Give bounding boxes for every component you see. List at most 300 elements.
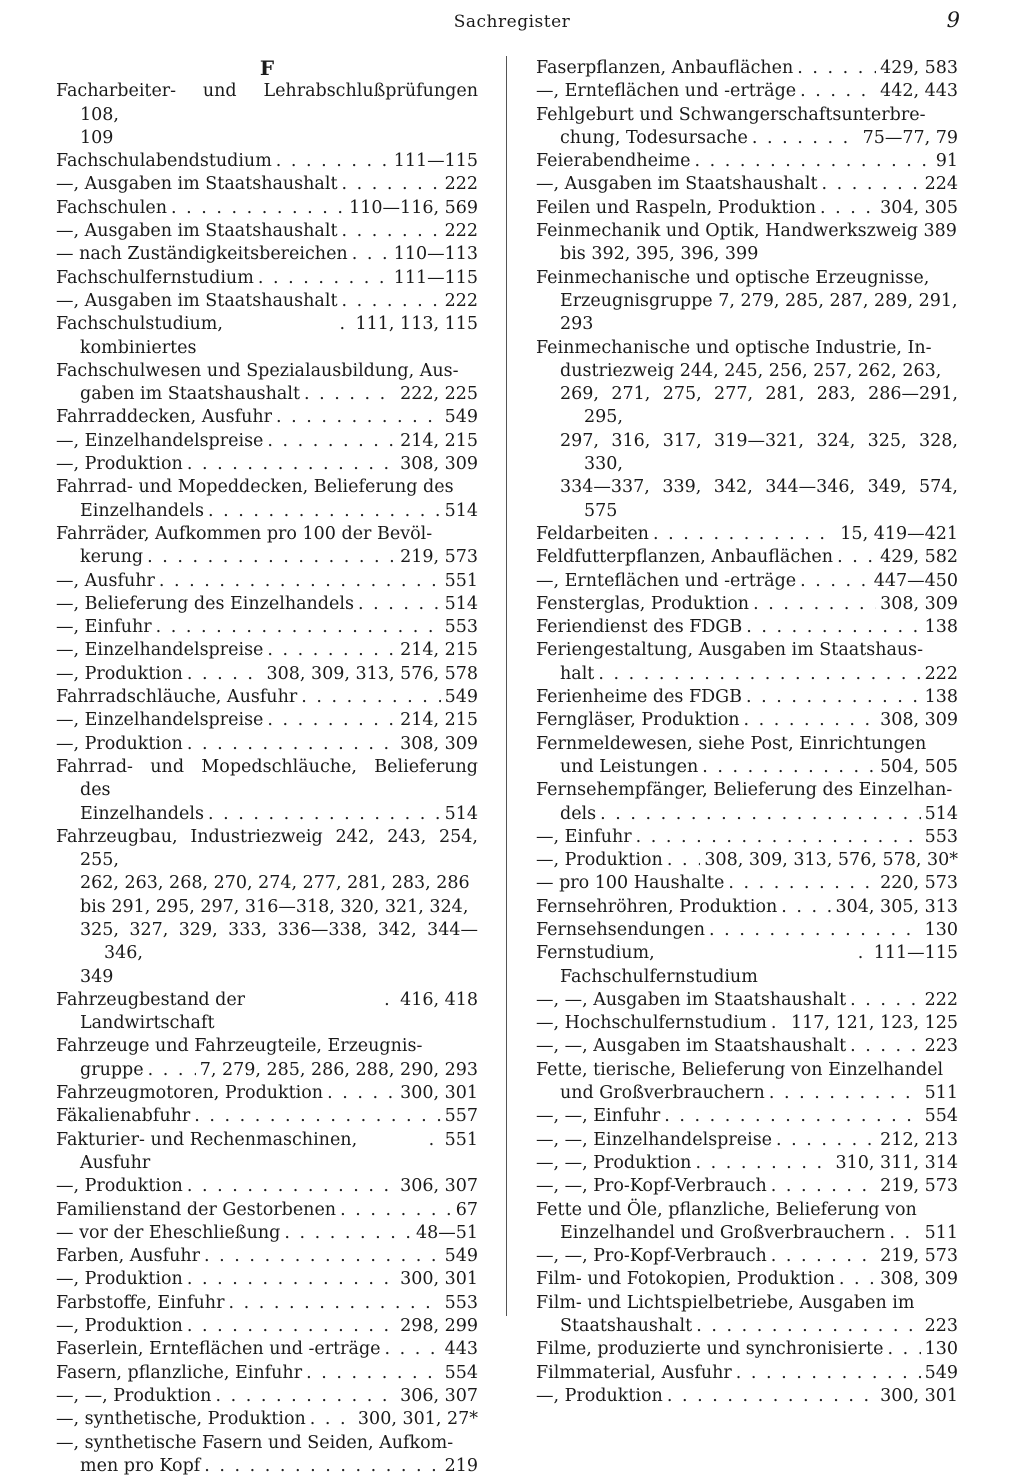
index-entry	[56, 1222, 478, 1245]
index-entry-pages: 300, 301	[400, 1083, 478, 1104]
index-entry-term: Fernsehsendungen	[536, 919, 705, 940]
index-entry	[56, 686, 478, 709]
index-entry	[536, 127, 958, 150]
index-entry-pages: 429, 583	[880, 58, 958, 78]
index-entry-term: —, Ausfuhr	[56, 570, 155, 591]
index-entry-term: Fernstudium, Fachschulfernstudium	[536, 943, 758, 987]
index-entry	[536, 593, 958, 616]
index-entry-term: kerung	[80, 547, 144, 568]
index-entry-term: Fasern, pflanzliche, Einfuhr	[56, 1362, 303, 1383]
index-entry-pages: 111—115	[393, 151, 478, 172]
index-entry-pages: 514	[444, 803, 478, 824]
dot-leader	[204, 1245, 441, 1268]
index-entry	[536, 1292, 958, 1315]
dot-leader	[887, 1338, 920, 1361]
index-column-left	[56, 57, 478, 1478]
index-entry-pages: 308, 309	[880, 1269, 958, 1290]
index-entry-term: Fachschulstudium, kombiniertes	[56, 314, 223, 358]
index-entry-term: Fette und Öle, pflanzliche, Belieferung von	[536, 1199, 917, 1220]
index-entry-pages: 554	[924, 1106, 958, 1127]
index-entry-pages: 91	[935, 151, 958, 172]
dot-leader	[187, 1268, 396, 1291]
index-entry-pages: 300, 301	[880, 1385, 958, 1406]
index-entry-pages: 214, 215	[400, 430, 478, 451]
index-entry	[536, 243, 958, 266]
index-entry	[536, 919, 958, 942]
index-entry	[536, 546, 958, 569]
dot-leader	[696, 1315, 920, 1338]
index-entry-pages: 110—113	[393, 244, 478, 265]
index-entry	[56, 1408, 478, 1431]
index-entry-term: Film- und Fotokopien, Produktion	[536, 1269, 835, 1290]
index-entry	[536, 360, 958, 383]
index-entry	[56, 803, 478, 826]
index-entry-pages: 214, 215	[400, 710, 478, 731]
section-letter: F	[259, 56, 275, 80]
index-entry	[536, 1245, 958, 1268]
index-entry	[536, 733, 958, 756]
index-entry	[56, 989, 478, 1036]
index-entry-term: Feinmechanische und optische Industrie, In-	[536, 337, 932, 358]
index-entry-term: und Großverbrauchern	[560, 1083, 765, 1104]
column-divider	[506, 56, 507, 1316]
index-entry-term: —, Einzelhandelspreise	[56, 430, 264, 451]
dot-leader	[159, 570, 441, 593]
index-entry	[536, 709, 958, 732]
index-entry	[56, 1362, 478, 1385]
index-entry-term: dels	[560, 803, 597, 824]
index-entry	[56, 896, 478, 919]
index-entry	[536, 313, 958, 336]
index-entry	[536, 663, 958, 686]
index-entry	[536, 1059, 958, 1082]
dot-leader	[667, 1385, 876, 1408]
index-entry-pages: 429, 582	[880, 547, 958, 568]
index-entry-term: gruppe	[80, 1059, 144, 1080]
dot-leader	[858, 942, 870, 965]
index-entry-term: Einzelhandels	[80, 803, 204, 824]
index-entry-pages: 222	[444, 174, 478, 195]
index-entry	[536, 197, 958, 220]
index-entry	[56, 220, 478, 243]
index-entry-term: Fahrradschläuche, Ausfuhr	[56, 687, 298, 708]
index-entry	[56, 966, 478, 989]
index-entry-pages: 416, 418	[400, 989, 478, 1010]
dot-leader	[208, 500, 441, 523]
index-entry-pages: 308, 309	[400, 454, 478, 475]
index-entry-term: Feriengestaltung, Ausgaben im Staatshaus-	[536, 640, 924, 661]
index-entry-pages: 224	[924, 174, 958, 195]
index-entry	[56, 430, 478, 453]
index-entry	[56, 826, 478, 873]
index-entry-term: Fachschulen	[56, 197, 168, 218]
index-entry	[536, 896, 958, 919]
index-entry	[56, 1245, 478, 1268]
dot-leader	[194, 1105, 440, 1128]
index-entry	[56, 1199, 478, 1222]
dot-leader	[385, 1338, 441, 1361]
index-entry-pages: 304, 305	[880, 197, 958, 218]
index-entry-term: Filmmaterial, Ausfuhr	[536, 1362, 732, 1383]
index-entry-term: bis 392, 395, 396, 399	[560, 244, 759, 265]
dot-leader	[327, 1082, 396, 1105]
index-entry-term: —, Produktion	[56, 454, 183, 475]
index-entry-pages: 219	[444, 1455, 478, 1476]
index-entry	[56, 243, 478, 266]
index-entry-pages: 117, 121, 123, 125	[791, 1013, 958, 1034]
index-entry	[56, 616, 478, 639]
index-entry-term: —, Produktion	[536, 850, 663, 871]
index-entry-pages: 557	[444, 1106, 478, 1127]
dot-leader	[709, 919, 921, 942]
index-entry-pages: 443	[444, 1339, 478, 1360]
index-entry-term: Fernmeldewesen, siehe Post, Einrichtungen	[536, 733, 927, 754]
index-entry-pages: 553	[444, 617, 478, 638]
index-entry-pages: 212, 213	[880, 1129, 958, 1150]
dot-leader	[340, 313, 352, 336]
index-entry	[536, 989, 958, 1012]
index-entry-term: Feinmechanische und optische Erzeugnisse,	[536, 267, 930, 288]
index-entry	[536, 1175, 958, 1198]
index-entry	[536, 57, 958, 80]
index-entry-term: 349	[80, 966, 114, 987]
index-entry	[536, 616, 958, 639]
dot-leader	[208, 803, 441, 826]
index-entry-term: —, Einfuhr	[56, 617, 152, 638]
index-entry	[536, 337, 958, 360]
index-entry-term: —, synthetische Fasern und Seiden, Aufkom-	[56, 1432, 454, 1453]
index-entry	[536, 1268, 958, 1291]
dot-leader	[822, 173, 921, 196]
index-entry-list-right	[536, 57, 958, 1408]
dot-leader	[736, 1362, 921, 1385]
index-entry	[56, 80, 478, 127]
index-entry-term: —, Ernteflächen und -erträge	[536, 81, 797, 102]
dot-leader	[276, 406, 441, 429]
index-entry-term: Fahrrad- und Mopeddecken, Belieferung des	[56, 477, 454, 498]
index-entry-pages: 549	[444, 687, 478, 708]
index-entry-term: Fachschulabendstudium	[56, 151, 272, 172]
index-entry-term: Fahrzeugmotoren, Produktion	[56, 1083, 324, 1104]
index-entry	[56, 872, 478, 895]
dot-leader	[310, 1408, 354, 1431]
index-entry	[536, 290, 958, 313]
index-entry-term: —, —, Pro-Kopf-Verbrauch	[536, 1176, 767, 1197]
index-entry-term: bis 291, 295, 297, 316—318, 320, 321, 324,	[80, 896, 469, 917]
index-entry-pages: 511	[924, 1222, 958, 1243]
index-entry	[536, 686, 958, 709]
index-entry-pages: 308, 309, 313, 576, 578	[266, 663, 478, 684]
index-entry-term: —, Ausgaben im Staatshaushalt	[536, 174, 818, 195]
index-entry	[56, 1175, 478, 1198]
index-entry-term: —, —, Ausgaben im Staatshaushalt	[536, 1036, 847, 1057]
index-entry	[56, 383, 478, 406]
page-number: 9	[946, 8, 960, 32]
index-entry	[536, 104, 958, 127]
dot-leader	[695, 1152, 831, 1175]
index-entry	[56, 570, 478, 593]
index-entry	[56, 1385, 478, 1408]
index-entry-term: Fensterglas, Produktion	[536, 593, 750, 614]
index-entry-term: Fahrräder, Aufkommen pro 100 der Bevöl-	[56, 523, 433, 544]
dot-leader	[306, 1362, 441, 1385]
dot-leader	[667, 849, 701, 872]
index-entry-pages: 138	[924, 687, 958, 708]
index-entry-pages: 553	[924, 826, 958, 847]
index-entry-term: Staatshaushalt	[560, 1316, 693, 1337]
index-entry-term: 334—337, 339, 342, 344—346, 349, 574, 575	[560, 477, 958, 521]
index-entry	[56, 733, 478, 756]
index-entry-pages: 514	[444, 593, 478, 614]
index-entry	[56, 1082, 478, 1105]
index-entry-pages: 308, 309, 313, 576, 578, 30*	[704, 850, 958, 871]
index-entry-pages: 48—51	[415, 1222, 478, 1243]
index-entry-term: —, Einfuhr	[536, 826, 632, 847]
index-entry	[56, 290, 478, 313]
index-entry	[56, 1338, 478, 1361]
dot-leader	[752, 127, 859, 150]
dot-leader	[800, 80, 876, 103]
index-entry-term: gaben im Staatshaushalt	[80, 384, 300, 405]
dot-leader	[702, 756, 876, 779]
index-entry	[536, 756, 958, 779]
index-entry-term: Fahrzeugbau, Industriezweig 242, 243, 254, 255,	[56, 826, 478, 871]
index-entry	[536, 430, 958, 477]
index-entry	[56, 500, 478, 523]
index-entry	[56, 709, 478, 732]
index-entry-pages: 111, 113, 115	[355, 314, 478, 335]
index-entry	[56, 1059, 478, 1082]
index-entry	[56, 1432, 478, 1455]
index-entry	[536, 1222, 958, 1245]
index-entry-pages: 138	[924, 617, 958, 638]
index-entry	[536, 1082, 958, 1105]
index-entry-term: Farben, Ausfuhr	[56, 1246, 200, 1267]
index-entry-term: Feilen und Raspeln, Produktion	[536, 197, 816, 218]
index-entry-term: chung, Todesursache	[560, 127, 748, 148]
index-entry-pages: 67	[455, 1199, 478, 1220]
index-entry-term: Ferienheime des FDGB	[536, 687, 742, 708]
index-entry-pages: 549	[444, 407, 478, 428]
dot-leader	[276, 150, 390, 173]
index-entry-term: men pro Kopf	[80, 1455, 201, 1476]
dot-leader	[187, 1175, 396, 1198]
index-entry-pages: 306, 307	[400, 1385, 478, 1406]
dot-leader	[187, 453, 396, 476]
index-entry-term: —, Produktion	[536, 1385, 663, 1406]
index-entry-pages: 553	[444, 1292, 478, 1313]
dot-leader	[147, 546, 396, 569]
index-entry-term: Feriendienst des FDGB	[536, 617, 743, 638]
index-entry-pages: 111—115	[873, 943, 958, 964]
dot-leader	[653, 523, 836, 546]
index-entry-term: —, Belieferung des Einzelhandels	[56, 593, 354, 614]
dot-leader	[384, 989, 396, 1012]
index-entry	[56, 663, 478, 686]
index-entry	[536, 1012, 958, 1035]
index-entry-term: —, Ausgaben im Staatshaushalt	[56, 290, 338, 311]
index-entry-term: —, —, Produktion	[536, 1152, 692, 1173]
index-entry	[536, 639, 958, 662]
index-entry-term: 297, 316, 317, 319—321, 324, 325, 328, 330,	[560, 430, 958, 475]
index-entry-term: —, Ernteflächen und -erträge	[536, 570, 797, 591]
index-entry-term: 109	[80, 127, 114, 148]
index-entry	[56, 1292, 478, 1315]
index-entry-term: Ferngläser, Produktion	[536, 710, 740, 731]
dot-leader	[267, 709, 396, 732]
index-entry	[56, 360, 478, 383]
index-entry-term: Einzelhandels	[80, 500, 204, 521]
index-entry-term: Feinmechanik und Optik, Handwerkszweig 389	[536, 221, 957, 242]
dot-leader	[850, 1035, 920, 1058]
index-entry-term: Faserpflanzen, Anbauflächen	[536, 58, 794, 78]
index-entry	[536, 267, 958, 290]
dot-leader	[771, 1175, 876, 1198]
index-entry-pages: 298, 299	[400, 1316, 478, 1337]
index-entry	[536, 779, 958, 802]
index-entry-term: — nach Zuständigkeitsbereichen	[56, 244, 348, 265]
dot-leader	[352, 243, 390, 266]
index-entry	[56, 1035, 478, 1058]
index-entry	[56, 150, 478, 173]
dot-leader	[820, 197, 876, 220]
index-entry-term: — pro 100 Haushalte	[536, 873, 725, 894]
dot-leader	[746, 616, 920, 639]
index-entry-term: —, Hochschulfernstudium	[536, 1013, 767, 1034]
index-entry	[536, 1035, 958, 1058]
index-entry-term: Fäkalienabfuhr	[56, 1106, 191, 1127]
index-entry-pages: 300, 301, 27*	[357, 1409, 478, 1430]
index-entry-pages: 447—450	[873, 570, 958, 591]
index-entry	[56, 523, 478, 546]
index-entry-term: und Leistungen	[560, 756, 699, 777]
index-entry-term: —, —, Produktion	[56, 1385, 212, 1406]
index-entry-pages: 7, 279, 285, 286, 288, 290, 293	[199, 1059, 478, 1080]
index-entry	[56, 127, 478, 150]
index-entry	[536, 523, 958, 546]
index-entry	[536, 476, 958, 523]
index-entry-term: Faserlein, Ernteflächen und -erträge	[56, 1339, 381, 1360]
index-entry-term: 269, 271, 275, 277, 281, 283, 286—291, 295,	[560, 384, 958, 428]
index-entry	[536, 1385, 958, 1408]
index-entry	[536, 872, 958, 895]
index-entry	[56, 476, 478, 499]
index-entry-term: —, —, Einzelhandelspreise	[536, 1129, 773, 1150]
dot-leader	[304, 383, 396, 406]
dot-leader	[771, 1245, 876, 1268]
dot-leader	[267, 639, 396, 662]
index-entry-term: 325, 327, 329, 333, 336—338, 342, 344—346,	[80, 919, 478, 964]
index-entry	[56, 756, 478, 803]
index-entry-term: — vor der Eheschließung	[56, 1222, 281, 1243]
index-entry	[536, 849, 958, 872]
index-entry-term: Feldfutterpflanzen, Anbauflächen	[536, 547, 834, 568]
dot-leader	[301, 686, 440, 709]
dot-leader	[695, 150, 932, 173]
index-entry-term: halt	[560, 663, 595, 684]
index-entry-pages: 220, 573	[880, 873, 958, 894]
index-entry	[56, 173, 478, 196]
index-entry-term: Fachschulwesen und Spezialausbildung, Aus-	[56, 360, 459, 381]
dot-leader	[746, 686, 921, 709]
dot-leader	[800, 570, 870, 593]
index-entry-pages: 222	[924, 663, 958, 684]
index-entry	[56, 919, 478, 966]
index-entry	[56, 406, 478, 429]
dot-leader	[744, 709, 877, 732]
index-entry-pages: 511	[924, 1083, 958, 1104]
index-entry-term: —, Ausgaben im Staatshaushalt	[56, 221, 338, 242]
index-entry	[536, 1129, 958, 1152]
dot-leader	[797, 57, 876, 80]
dot-leader	[342, 220, 441, 243]
index-entry-term: Fernsehröhren, Produktion	[536, 896, 778, 917]
index-entry-pages: 504, 505	[880, 756, 958, 777]
index-entry-pages: 514	[924, 803, 958, 824]
index-entry-term: Filme, produzierte und synchronisierte	[536, 1339, 884, 1360]
dot-leader	[171, 197, 345, 220]
index-entry-pages: 219, 573	[400, 547, 478, 568]
index-entry-pages: 223	[924, 1036, 958, 1057]
index-entry	[536, 1199, 958, 1222]
index-entry-term: 262, 263, 268, 270, 274, 277, 281, 283, 286	[80, 873, 470, 894]
index-entry	[56, 1268, 478, 1291]
dot-leader	[781, 896, 831, 919]
dot-leader	[204, 1455, 440, 1478]
index-entry-term: —, Einzelhandelspreise	[56, 710, 264, 731]
dot-leader	[429, 1129, 441, 1152]
index-entry	[536, 942, 958, 989]
index-entry-term: Facharbeiter- und Lehrabschlußprüfungen 108,	[56, 81, 478, 125]
index-entry-pages: 551	[444, 570, 478, 591]
index-entry	[56, 593, 478, 616]
page-header	[0, 8, 1024, 38]
dot-leader	[340, 1199, 452, 1222]
index-entry-term: 293	[560, 314, 594, 335]
index-entry-pages: 75—77, 79	[862, 127, 958, 148]
index-entry-pages: 308, 309	[880, 710, 958, 731]
index-entry-pages: 304, 305, 313	[835, 896, 958, 917]
index-entry-term: —, Produktion	[56, 733, 183, 754]
index-entry	[536, 1362, 958, 1385]
dot-leader	[187, 1315, 396, 1338]
dot-leader	[342, 173, 441, 196]
index-entry	[56, 639, 478, 662]
index-entry-term: —, Einzelhandelspreise	[56, 640, 264, 661]
index-entry	[536, 220, 958, 243]
index-entry	[536, 383, 958, 430]
index-entry-term: Fernsehempfänger, Belieferung des Einzelhan-	[536, 780, 953, 801]
index-entry-term: Feierabendheime	[536, 151, 691, 172]
index-entry-term: —, Produktion	[56, 1269, 183, 1290]
index-entry	[56, 1105, 478, 1128]
dot-leader	[258, 267, 390, 290]
dot-leader	[600, 803, 920, 826]
dot-leader	[636, 826, 921, 849]
index-entry-pages: 549	[924, 1362, 958, 1383]
dot-leader	[598, 663, 920, 686]
index-entry-pages: 223	[924, 1316, 958, 1337]
index-entry-pages: 308, 309	[880, 593, 958, 614]
index-entry	[536, 1152, 958, 1175]
index-entry-term: Film- und Lichtspielbetriebe, Ausgaben im	[536, 1292, 915, 1313]
index-entry-term: Fette, tierische, Belieferung von Einzelhandel	[536, 1059, 944, 1080]
index-entry	[536, 1105, 958, 1128]
dot-leader	[728, 872, 876, 895]
dot-leader	[284, 1222, 412, 1245]
index-entry-pages: 300, 301	[400, 1269, 478, 1290]
dot-leader	[215, 1385, 396, 1408]
